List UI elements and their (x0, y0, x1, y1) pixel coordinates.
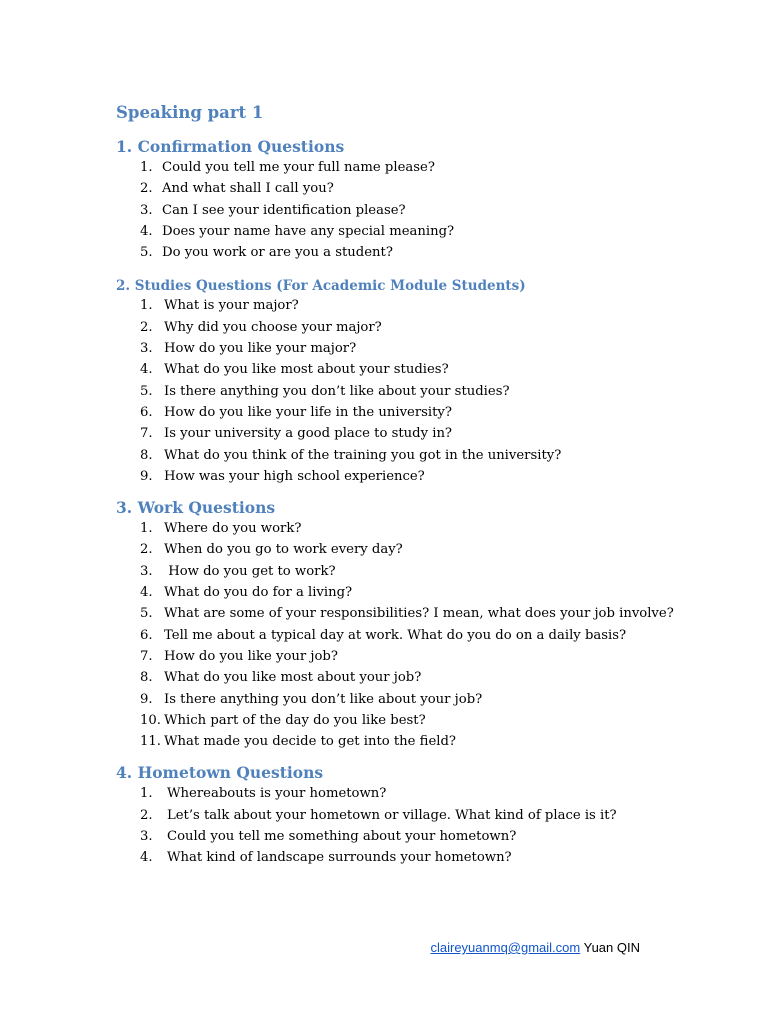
list-item (116, 625, 676, 646)
document-title: Speaking part 1 (116, 103, 264, 122)
item-number: 9. (140, 691, 153, 707)
list-item (116, 826, 676, 847)
list-item (116, 295, 676, 316)
question-text: Tell me about a typical day at work. What do you do on a daily basis? (164, 627, 627, 643)
item-number: 2. (140, 807, 153, 823)
item-number: 3. (140, 563, 153, 579)
question-list (116, 157, 676, 263)
list-item (116, 402, 676, 423)
list-item (116, 466, 676, 487)
list-item (116, 710, 676, 731)
item-number: 2. (140, 542, 153, 558)
author-name: Yuan QIN (583, 940, 640, 955)
item-number: 6. (140, 404, 153, 420)
item-number: 7. (140, 426, 153, 442)
question-list (116, 295, 676, 487)
item-number: 1. (140, 160, 153, 175)
list-item (116, 178, 676, 199)
question-text: What do you think of the training you got in the university? (164, 447, 562, 463)
item-number: 2. (140, 319, 153, 335)
question-text: What do you like most about your studies? (164, 362, 449, 378)
item-number: 11. (140, 734, 161, 750)
list-item (116, 157, 676, 178)
question-text: Does your name have any special meaning? (162, 223, 455, 239)
email-link[interactable]: claireyuanmq@gmail.com (430, 940, 581, 955)
question-text: What is your major? (164, 298, 299, 314)
list-item (116, 689, 676, 710)
list-item (116, 847, 676, 868)
section-heading: 3. Work Questions (116, 498, 276, 518)
list-item (116, 423, 676, 444)
list-item (116, 242, 676, 263)
question-text: Which part of the day do you like best? (164, 712, 426, 728)
item-number: 4. (140, 585, 153, 601)
page-footer (430, 940, 640, 956)
question-text: Can I see your identification please? (162, 202, 406, 218)
question-text: What do you like most about your job? (164, 670, 422, 686)
item-number: 6. (140, 627, 153, 643)
list-item (116, 603, 676, 624)
list-item (116, 338, 676, 359)
item-number: 10. (140, 712, 161, 728)
question-text: And what shall I call you? (162, 181, 334, 197)
item-number: 3. (140, 829, 153, 845)
item-number: 3. (140, 202, 153, 218)
item-number: 3. (140, 341, 153, 357)
list-item (116, 221, 676, 242)
question-text: How was your high school experience? (164, 468, 425, 484)
document-page (116, 103, 676, 877)
item-number: 4. (140, 362, 153, 378)
list-item (116, 667, 676, 688)
list-item (116, 359, 676, 380)
question-text: Let’s talk about your hometown or village. What kind of place is it? (167, 807, 617, 823)
item-number: 5. (140, 383, 153, 399)
item-number: 7. (140, 648, 153, 664)
question-text: What are some of your responsibilities? I mean, what does your job involve? (164, 606, 674, 622)
section-hometown (116, 763, 676, 868)
item-number: 4. (140, 850, 153, 866)
item-number: 9. (140, 468, 153, 484)
question-text: How do you like your life in the university? (164, 404, 452, 420)
item-number: 4. (140, 223, 153, 239)
question-text: Do you work or are you a student? (162, 245, 393, 261)
question-text: What kind of landscape surrounds your hometown? (167, 850, 512, 866)
question-text: Could you tell me something about your hometown? (167, 829, 517, 845)
list-item (116, 805, 676, 826)
question-text: Whereabouts is your hometown? (167, 786, 387, 802)
question-text: What made you decide to get into the field? (164, 734, 456, 750)
item-number: 5. (140, 606, 153, 622)
question-text: Where do you work? (164, 521, 302, 537)
list-item (116, 731, 676, 752)
item-number: 1. (140, 786, 153, 802)
question-text: When do you go to work every day? (164, 542, 403, 558)
section-work (116, 498, 676, 752)
item-number: 8. (140, 447, 153, 463)
list-item (116, 646, 676, 667)
list-item (116, 518, 676, 539)
item-number: 1. (140, 521, 153, 537)
question-text: Is there anything you don’t like about your studies? (164, 383, 510, 399)
question-text: Is your university a good place to study in? (164, 426, 453, 442)
question-text: Why did you choose your major? (164, 319, 382, 335)
section-studies (116, 277, 676, 487)
question-text: Could you tell me your full name please? (162, 160, 435, 175)
list-item (116, 445, 676, 466)
list-item (116, 561, 676, 582)
section-heading: 4. Hometown Questions (116, 763, 324, 783)
question-text: What do you do for a living? (164, 585, 353, 601)
list-item (116, 582, 676, 603)
section-heading: 2. Studies Questions (For Academic Module Students) (116, 278, 526, 295)
item-number: 5. (140, 245, 153, 261)
section-heading: 1. Confirmation Questions (116, 137, 345, 156)
item-number: 8. (140, 670, 153, 686)
question-list (116, 518, 676, 752)
question-text: How do you like your major? (164, 341, 357, 357)
list-item (116, 200, 676, 221)
item-number: 1. (140, 298, 153, 314)
question-text: How do you like your job? (164, 648, 338, 664)
section-confirmation (116, 137, 676, 263)
question-text: How do you get to work? (164, 563, 336, 579)
list-item (116, 783, 676, 804)
list-item (116, 381, 676, 402)
question-list (116, 783, 676, 868)
question-text: Is there anything you don’t like about your job? (164, 691, 483, 707)
item-number: 2. (140, 181, 153, 197)
list-item (116, 539, 676, 560)
list-item (116, 317, 676, 338)
